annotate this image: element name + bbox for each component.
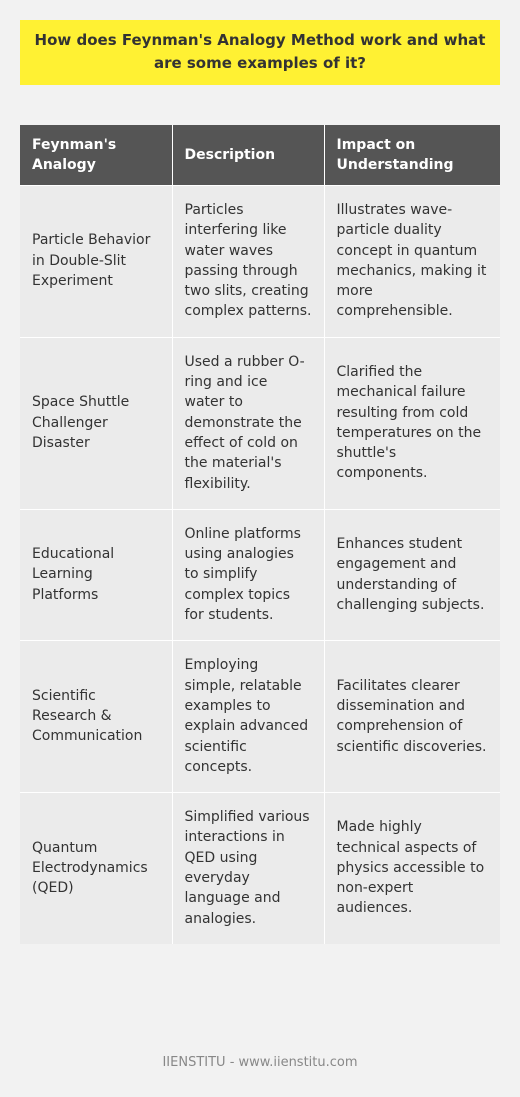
analogy-cell: Scientific Research & Communication	[20, 641, 172, 793]
table-row	[20, 186, 500, 338]
analogy-cell: Particle Behavior in Double-Slit Experiment	[20, 186, 172, 338]
impact-cell: Illustrates wave-particle duality concept in quantum mechanics, making it more comprehensible.	[324, 186, 500, 338]
description-cell: Used a rubber O-ring and ice water to demonstrate the effect of cold on the material's flexibility.	[172, 337, 324, 509]
column-header-impact: Impact on Understanding	[324, 125, 500, 186]
description-cell: Employing simple, relatable examples to explain advanced scientific concepts.	[172, 641, 324, 793]
footer-credit: IIENSTITU - www.iienstitu.com	[162, 1055, 358, 1070]
table-row	[20, 509, 500, 640]
column-header-description: Description	[172, 125, 324, 186]
analogy-cell: Quantum Electrodynamics (QED)	[20, 793, 172, 944]
impact-cell: Clarified the mechanical failure resulting from cold temperatures on the shuttle's components.	[324, 337, 500, 509]
description-cell: Particles interfering like water waves passing through two slits, creating complex patterns.	[172, 186, 324, 338]
analogy-cell: Educational Learning Platforms	[20, 509, 172, 640]
page-title: How does Feynman's Analogy Method work and what are some examples of it?	[20, 20, 500, 85]
description-cell: Online platforms using analogies to simplify complex topics for students.	[172, 509, 324, 640]
impact-cell: Facilitates clearer dissemination and comprehension of scientific discoveries.	[324, 641, 500, 793]
impact-cell: Enhances student engagement and understanding of challenging subjects.	[324, 509, 500, 640]
impact-cell: Made highly technical aspects of physics accessible to non-expert audiences.	[324, 793, 500, 944]
column-header-analogy: Feynman's Analogy	[20, 125, 172, 186]
analogy-cell: Space Shuttle Challenger Disaster	[20, 337, 172, 509]
analogy-table	[20, 125, 500, 944]
table-row	[20, 337, 500, 509]
table-header-row	[20, 125, 500, 186]
table-row	[20, 641, 500, 793]
table-row	[20, 793, 500, 944]
description-cell: Simplified various interactions in QED using everyday language and analogies.	[172, 793, 324, 944]
